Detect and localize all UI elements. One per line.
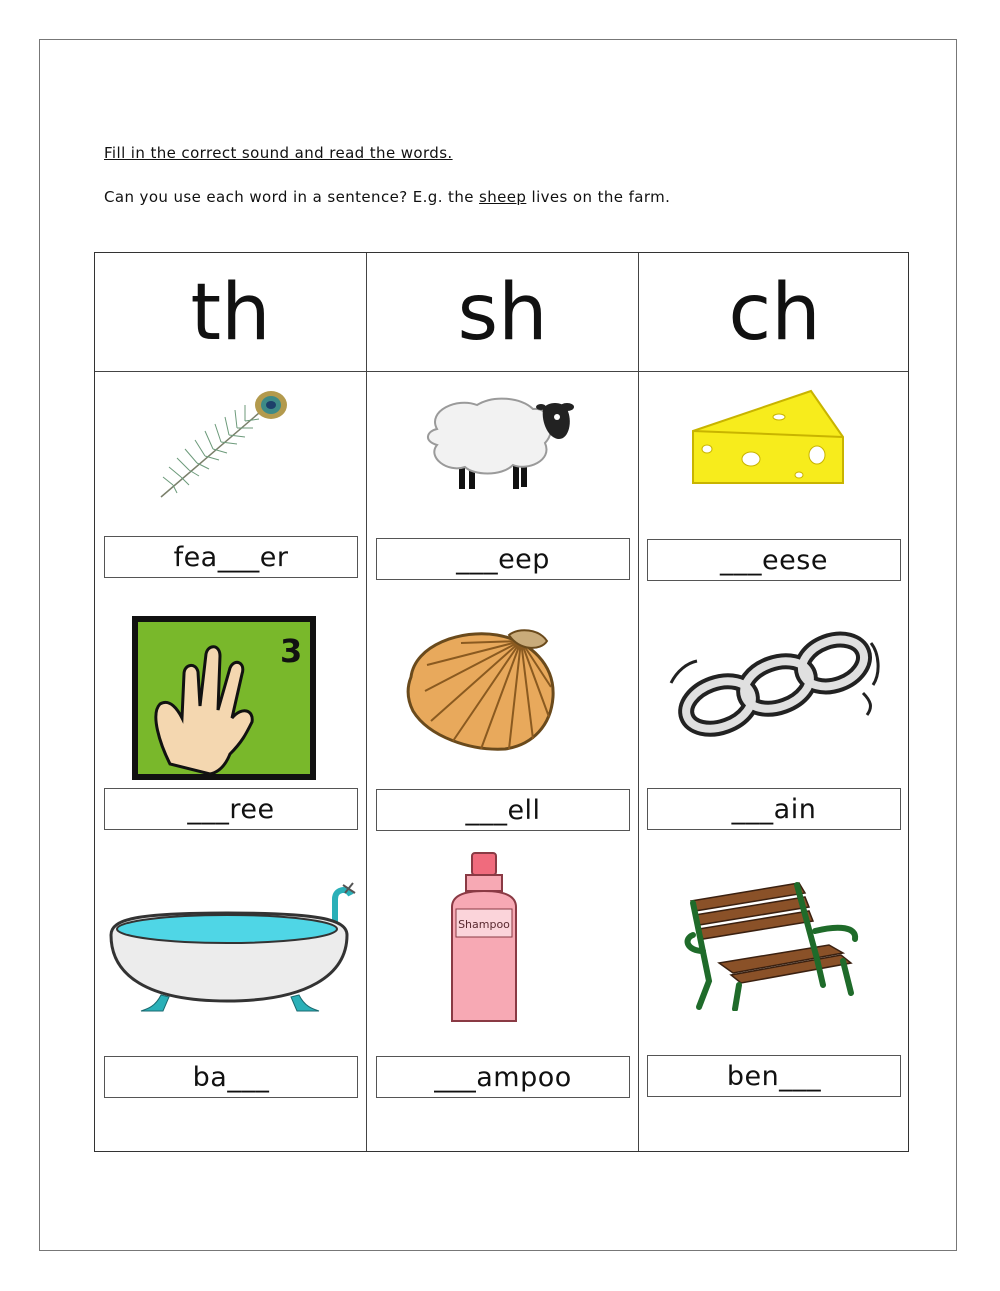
example-word: sheep [479,188,527,206]
answer-box-cheese[interactable]: ___eese [647,539,901,581]
cheese-picture [691,389,845,485]
instruction-fill-in: Fill in the correct sound and read the words. [104,144,453,162]
instruction-sentence [104,188,670,206]
three-badge: 3 [280,632,303,670]
column-divider [638,253,639,1151]
feather-picture [153,381,293,501]
header-sh: sh [457,268,548,358]
answer-box-shampoo[interactable]: ___ampoo [376,1056,630,1098]
bathtub-picture [107,879,357,1023]
bench-picture [679,881,865,1011]
answer-box-three[interactable]: ___ree [104,788,358,830]
answer-box-sheep[interactable]: ___eep [376,538,630,580]
header-th: th [190,268,271,358]
three-fingers-picture [130,614,318,782]
instruction-sentence-start: Can you use each word in a sentence? E.g. the [104,188,480,206]
answer-box-bench[interactable]: ben___ [647,1055,901,1097]
chain-picture [667,623,887,753]
answer-box-bath[interactable]: ba___ [104,1056,358,1098]
answer-box-chain[interactable]: ___ain [647,788,901,830]
shampoo-picture [444,851,524,1027]
answer-box-shell[interactable]: ___ell [376,789,630,831]
sheep-picture [417,391,577,495]
header-ch: ch [728,268,821,358]
shampoo-label: Shampoo [458,918,510,931]
header-divider [95,371,908,372]
shell-picture [401,621,561,751]
answer-box-feather[interactable]: fea___er [104,536,358,578]
instruction-sentence-end: lives on the farm. [526,188,671,206]
phonics-table [94,252,909,1152]
column-divider [366,253,367,1151]
